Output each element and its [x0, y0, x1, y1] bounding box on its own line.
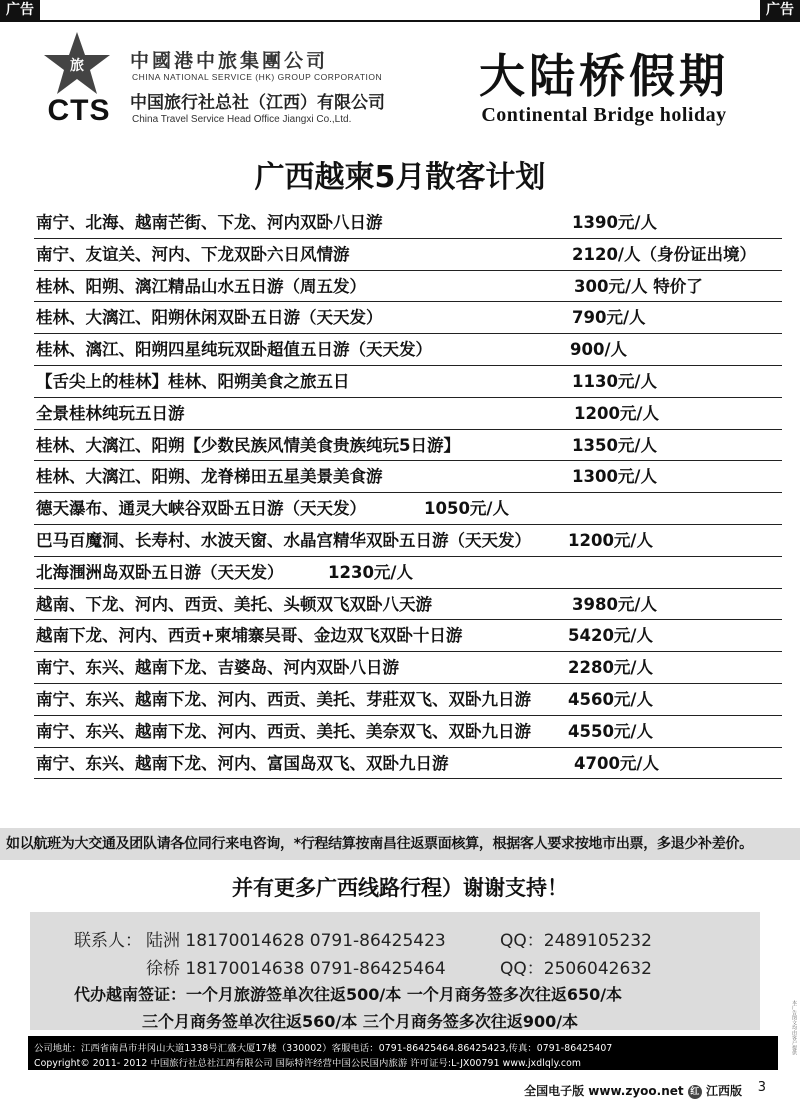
tour-price: 5420元/人 — [568, 626, 653, 646]
company-name-cn: 中國港中旅集團公司 — [130, 50, 329, 72]
tour-price: 1390元/人 — [572, 213, 657, 232]
tour-price: 4700元/人 — [574, 753, 659, 773]
visa-info-1: 代办越南签证：一个月旅游签单次往返500/本 一个月商务签多次往返650/本 — [74, 985, 623, 1004]
tour-name: 南宁、东兴、越南下龙、河内、西贡、美托、芽莊双飞、双卧九日游 — [36, 689, 531, 709]
edition-info — [524, 1082, 742, 1099]
tour-list — [34, 207, 782, 779]
tour-name: 南宁、东兴、越南下龙、河内、富国岛双飞、双卧九日游 — [36, 753, 449, 773]
notice-text: 如以航班为大交通及团队请各位同行来电咨询，*行程结算按南昌往返票面核算，根据客人要求按地市出票，多退少补差价。 — [6, 836, 753, 852]
tour-name: 桂林、大漓江、阳朔休闲双卧五日游（天天发） — [36, 308, 383, 328]
tour-row — [34, 620, 782, 652]
tour-price: 900/人 — [570, 340, 627, 360]
tour-name: 南宁、东兴、越南下龙、吉婆岛、河内双卧八日游 — [36, 658, 399, 678]
tour-price: 1050元/人 — [424, 499, 509, 519]
tour-price: 4560元/人 — [568, 689, 653, 709]
tour-name: 桂林、漓江、阳朔四星纯玩双卧超值五日游（天天发） — [36, 340, 432, 360]
tour-row — [34, 493, 782, 525]
tour-row — [34, 557, 782, 589]
tour-price: 2280元/人 — [568, 658, 653, 678]
visa-info-2: 三个月商务签单次往返560/本 三个月商务签多次往返900/本 — [142, 1012, 579, 1031]
ad-label-left: 广告 — [0, 0, 40, 20]
tour-row — [34, 748, 782, 780]
tour-name: 【舌尖上的桂林】桂林、阳朔美食之旅五日 — [36, 371, 350, 391]
tour-name: 巴马百魔洞、长寿村、水波天窗、水晶宫精华双卧五日游（天天发） — [36, 530, 531, 550]
tour-row — [34, 652, 782, 684]
tour-price: 1350元/人 — [572, 435, 657, 455]
tour-name: 德天瀑布、通灵大峡谷双卧五日游（天天发） — [36, 499, 366, 519]
cts-name-en: China Travel Service Head Office Jiangxi Co.,Ltd. — [132, 114, 352, 125]
tour-price: 3980元/人 — [572, 594, 657, 614]
ad-label-right: 广告 — [760, 0, 800, 20]
tour-price: 1130元/人 — [572, 371, 657, 391]
tour-name: 桂林、大漓江、阳朔【少数民族风情美食贵族纯玩5日游】 — [36, 435, 460, 455]
tour-row — [34, 716, 782, 748]
footer-address: 公司地址：江西省南昌市井冈山大道1338号汇盛大厦17楼（330002）客服电话：0791-86425464.86425423,传真：0791-86425407 — [34, 1043, 613, 1054]
tour-name: 越南下龙、河内、西贡+柬埔寨吴哥、金边双飞双卧十日游 — [36, 626, 463, 646]
footer-copyright: Copyright© 2011- 2012 中国旅行社总社江西有限公司 国际特许经营中国公民国内旅游 许可证号:L-JX00791 www.jxdlqly.com — [34, 1058, 582, 1069]
star-logo-icon — [42, 32, 112, 94]
page-number: 3 — [757, 1080, 766, 1095]
tour-row — [34, 684, 782, 716]
tour-name: 越南、下龙、河内、西贡、美托、头顿双飞双卧八天游 — [36, 594, 432, 614]
tour-row — [34, 334, 782, 366]
tour-row — [34, 525, 782, 557]
support-text: 并有更多广西线路行程）谢谢支持！ — [232, 876, 568, 900]
star-char: 旅 — [70, 58, 84, 74]
tour-name: 南宁、东兴、越南下龙、河内、西贡、美托、美奈双飞、双卧九日游 — [36, 721, 531, 741]
tour-name: 桂林、大漓江、阳朔、龙脊梯田五星美景美食游 — [36, 467, 383, 487]
tour-name: 全景桂林纯玩五日游 — [36, 403, 185, 423]
edition-badge-icon: 红 — [688, 1085, 702, 1099]
company-logo-block — [34, 28, 448, 132]
tour-price: 1200元/人 — [574, 403, 659, 423]
company-name-en: CHINA NATIONAL SERVICE (HK) GROUP CORPORATION — [132, 72, 383, 82]
cts-logo-text: CTS — [47, 94, 111, 127]
tour-price: 300元/人 特价了 — [574, 276, 703, 296]
tour-name: 北海涠洲岛双卧五日游（天天发） — [36, 562, 284, 582]
tour-row — [34, 302, 782, 334]
tour-name: 桂林、阳朔、漓江精品山水五日游（周五发） — [36, 276, 366, 296]
brand-name-en: Continental Bridge holiday — [481, 104, 727, 126]
cts-name-cn: 中国旅行社总社（江西）有限公司 — [130, 93, 385, 113]
tour-row — [34, 207, 782, 239]
side-note: 本广告图文均由客户提供 — [791, 1000, 797, 1055]
tour-price: 1300元/人 — [572, 467, 657, 487]
tour-price: 790元/人 — [572, 308, 646, 328]
contact-person-1: 陆洲 18170014628 0791-86425423 — [146, 931, 446, 951]
top-rule — [0, 20, 800, 22]
edition-region: 江西版 — [705, 1084, 742, 1098]
tour-row — [34, 461, 782, 493]
contact-qq-1: QQ：2489105232 — [500, 931, 652, 951]
tour-row — [34, 239, 782, 271]
tour-price: 4550元/人 — [568, 721, 653, 741]
contact-qq-2: QQ：2506042632 — [500, 959, 652, 979]
tour-price: 1200元/人 — [568, 530, 653, 550]
tour-row — [34, 271, 782, 303]
contact-box — [30, 912, 760, 1030]
tour-name: 南宁、北海、越南芒街、下龙、河内双卧八日游 — [36, 213, 383, 232]
footer — [28, 1036, 778, 1070]
contact-label: 联系人： — [74, 931, 142, 951]
page-title: 广西越柬5月散客计划 — [254, 160, 546, 195]
tour-price: 2120/人（身份证出境） — [572, 244, 756, 264]
brand-name-cn: 大陆桥假期 — [479, 49, 729, 103]
tour-row — [34, 398, 782, 430]
edition-site: 全国电子版 www.zyoo.net — [524, 1084, 684, 1098]
tour-price: 1230元/人 — [328, 562, 413, 582]
tour-row — [34, 589, 782, 621]
contact-person-2: 徐桥 18170014638 0791-86425464 — [146, 959, 446, 979]
tour-row — [34, 430, 782, 462]
tour-name: 南宁、友谊关、河内、下龙双卧六日风情游 — [36, 244, 350, 264]
tour-row — [34, 366, 782, 398]
notice-bar — [0, 828, 800, 860]
